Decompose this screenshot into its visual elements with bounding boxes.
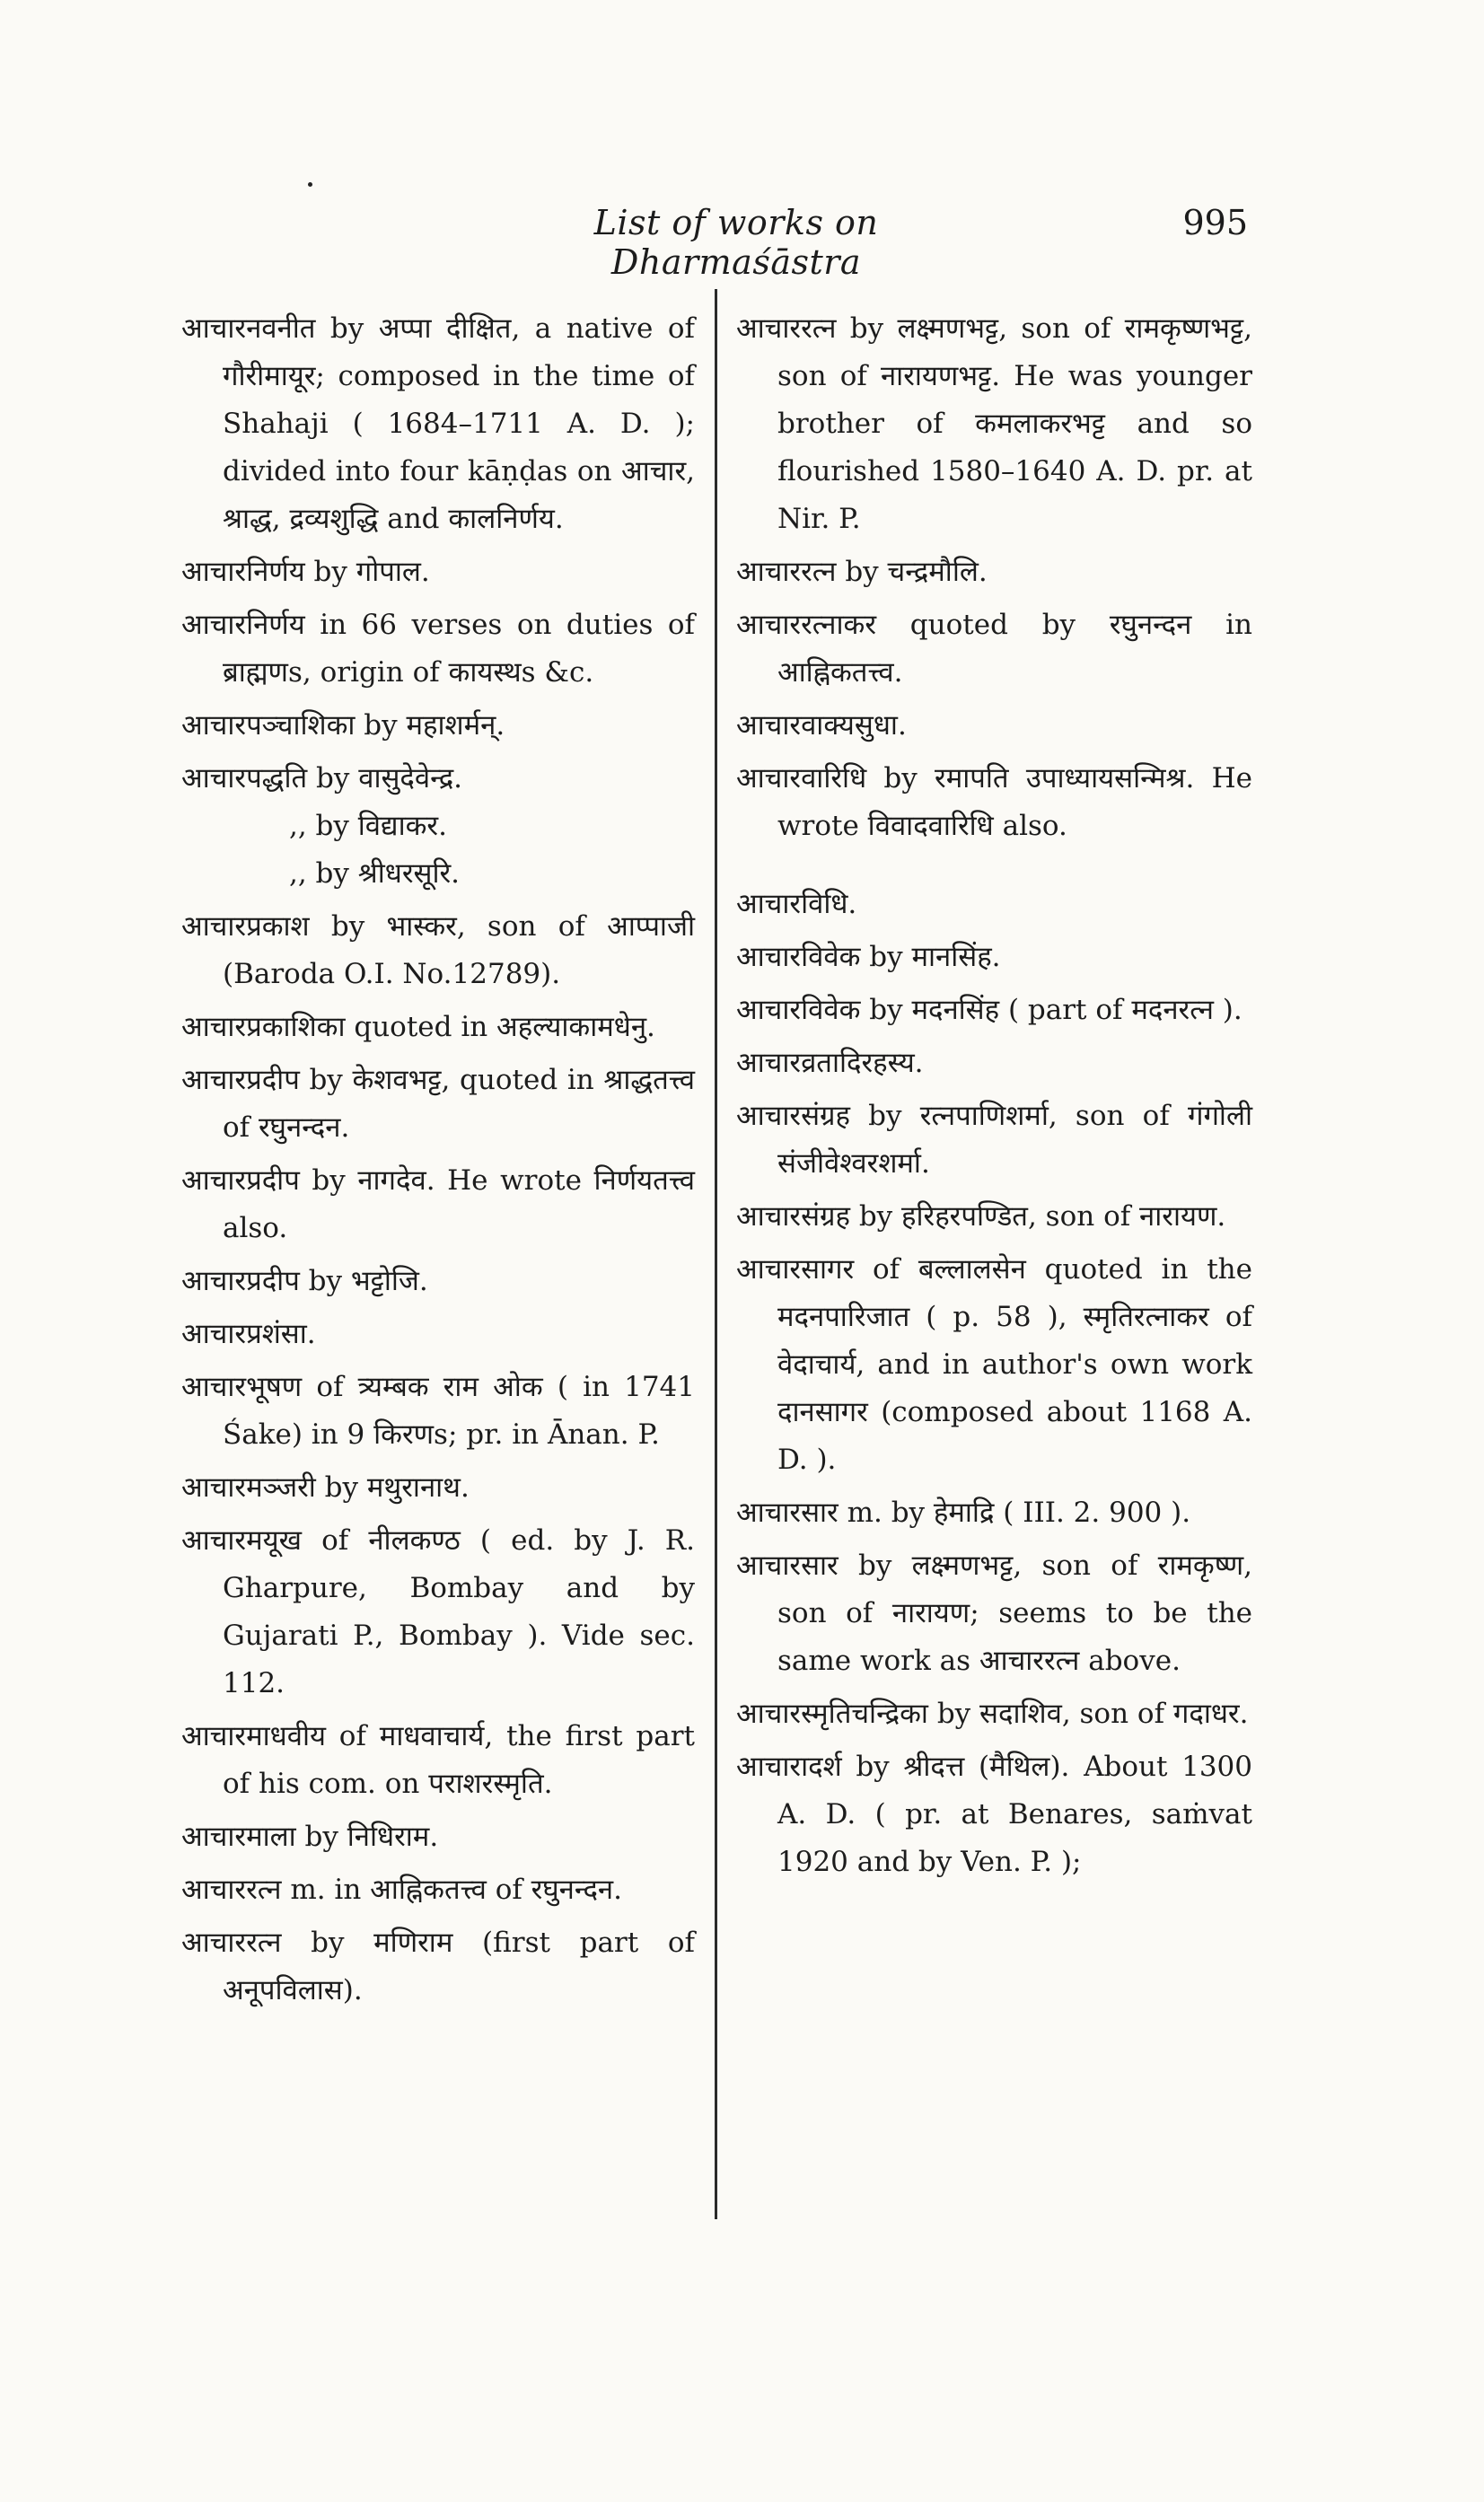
entry: आचारविवेक by मानसिंह.: [736, 941, 1001, 973]
entry: आचारमयूख of नीलकण्ठ ( ed. by J. R. Gharpure, Bombay and by Gujarati P., Bombay ). Vide sec. 112.: [181, 1524, 695, 1699]
entry: आचारपद्धति by वासुदेवेन्द्र.: [181, 762, 463, 794]
entry: आचारव्रतादिरहस्य.: [736, 1047, 924, 1079]
ink-speck: [308, 182, 312, 187]
entry: आचारनिर्णय by गोपाल.: [181, 556, 430, 588]
entry: आचारप्रदीप by केशवभट्ट, quoted in श्राद्धतत्त्व of रघुनन्दन.: [181, 1064, 695, 1144]
entry: आचारनवनीत by अप्पा दीक्षित, a native of गौरीमायूर; composed in the time of Shahaji ( 1684–1711 A. D. ); divided into four kāṇḍas on आचार, श्राद्ध, द्रव्यशुद्धि and कालनिर्णय.: [181, 312, 695, 535]
entry: आचारसार m. by हेमाद्रि ( III. 2. 900 ).: [736, 1497, 1191, 1529]
entry: आचाररत्न by चन्द्रमौलि.: [736, 556, 988, 588]
entry: आचाररत्न by मणिराम (first part of अनूपविलास).: [181, 1927, 695, 2006]
entry: आचाररत्न by लक्ष्मणभट्ट, son of रामकृष्णभट्ट, son of नारायणभट्ट. He was younger brother of कमलाकरभट्ट and so flourished 1580–1640 A. D. pr. at Nir. P.: [736, 312, 1252, 535]
column-divider: [715, 289, 717, 2219]
running-header-title: List of works on Dharmaśāstra: [593, 203, 879, 282]
entry: आचारनिर्णय in 66 verses on duties of ब्राह्मणs, origin of कायस्थs &c.: [181, 609, 695, 689]
entry: आचारप्रशंसा.: [181, 1318, 316, 1350]
entry: आचारविधि.: [736, 888, 857, 920]
entry: आचारप्रदीप by नागदेव. He wrote निर्णयतत्त्व also.: [181, 1164, 695, 1244]
entry: आचारसार by लक्ष्मणभट्ट, son of रामकृष्ण, son of नारायण; seems to be the same work as आचाररत्न above.: [736, 1549, 1252, 1677]
right-column: [736, 305, 1252, 1892]
entry: आचारादर्श by श्रीदत्त (मैथिल). About 1300 A. D. ( pr. at Benares, saṁvat 1920 and by Ven. P. );: [736, 1751, 1252, 1878]
entry: आचारभूषण of त्र्यम्बक राम ओक ( in 1741 Śake) in 9 किरणs; pr. in Ānan. P.: [181, 1371, 695, 1451]
entry: आचारसंग्रह by रत्नपाणिशर्मा, son of गंगोली संजीवेश्वरशर्मा.: [736, 1100, 1252, 1180]
entry: आचारप्रदीप by भट्टोजि.: [181, 1265, 428, 1297]
entry: आचारमाला by निधिराम.: [181, 1821, 439, 1853]
entry: आचारविवेक by मदनसिंह ( part of मदनरत्न ).: [736, 994, 1243, 1026]
left-column: [181, 305, 695, 2020]
entry: आचाररत्नाकर quoted by रघुनन्दन in आह्निकतत्त्व.: [736, 609, 1252, 689]
entry-ditto: ,, by श्रीधरसूरि.: [289, 857, 461, 890]
entry: आचारपञ्चाशिका by महाशर्मन्.: [181, 709, 505, 742]
entry: आचारप्रकाश by भास्कर, son of आप्पाजी (Baroda O.I. No.12789).: [181, 910, 695, 990]
entry: आचारमञ्जरी by मथुरानाथ.: [181, 1471, 470, 1504]
entry: आचारप्रकाशिका quoted in अहल्याकामधेनु.: [181, 1011, 655, 1043]
entry: आचारसंग्रह by हरिहरपण्डित, son of नारायण.: [736, 1200, 1226, 1233]
entry: आचारमाधवीय of माधवाचार्य, the first part of his com. on पराशरस्मृति.: [181, 1720, 695, 1800]
entry: आचाररत्न m. in आह्निकतत्त्व of रघुनन्दन.: [181, 1874, 622, 1906]
entry: आचारवाक्यसुधा.: [736, 709, 907, 742]
entry: आचारवारिधि by रमापति उपाध्यायसन्मिश्र. He wrote विवादवारिधि also.: [736, 762, 1252, 842]
entry-ditto: ,, by विद्याकर.: [289, 810, 447, 842]
entry: आचारस्मृतिचन्द्रिका by सदाशिव, son of गदाधर.: [736, 1698, 1249, 1730]
entry: आचारसागर of बल्लालसेन quoted in the मदनपारिजात ( p. 58 ), स्मृतिरत्नाकर of वेदाचार्य, and in author's own work दानसागर (composed about 1168 A. D. ).: [736, 1253, 1252, 1476]
page-number: 995: [1182, 203, 1248, 242]
